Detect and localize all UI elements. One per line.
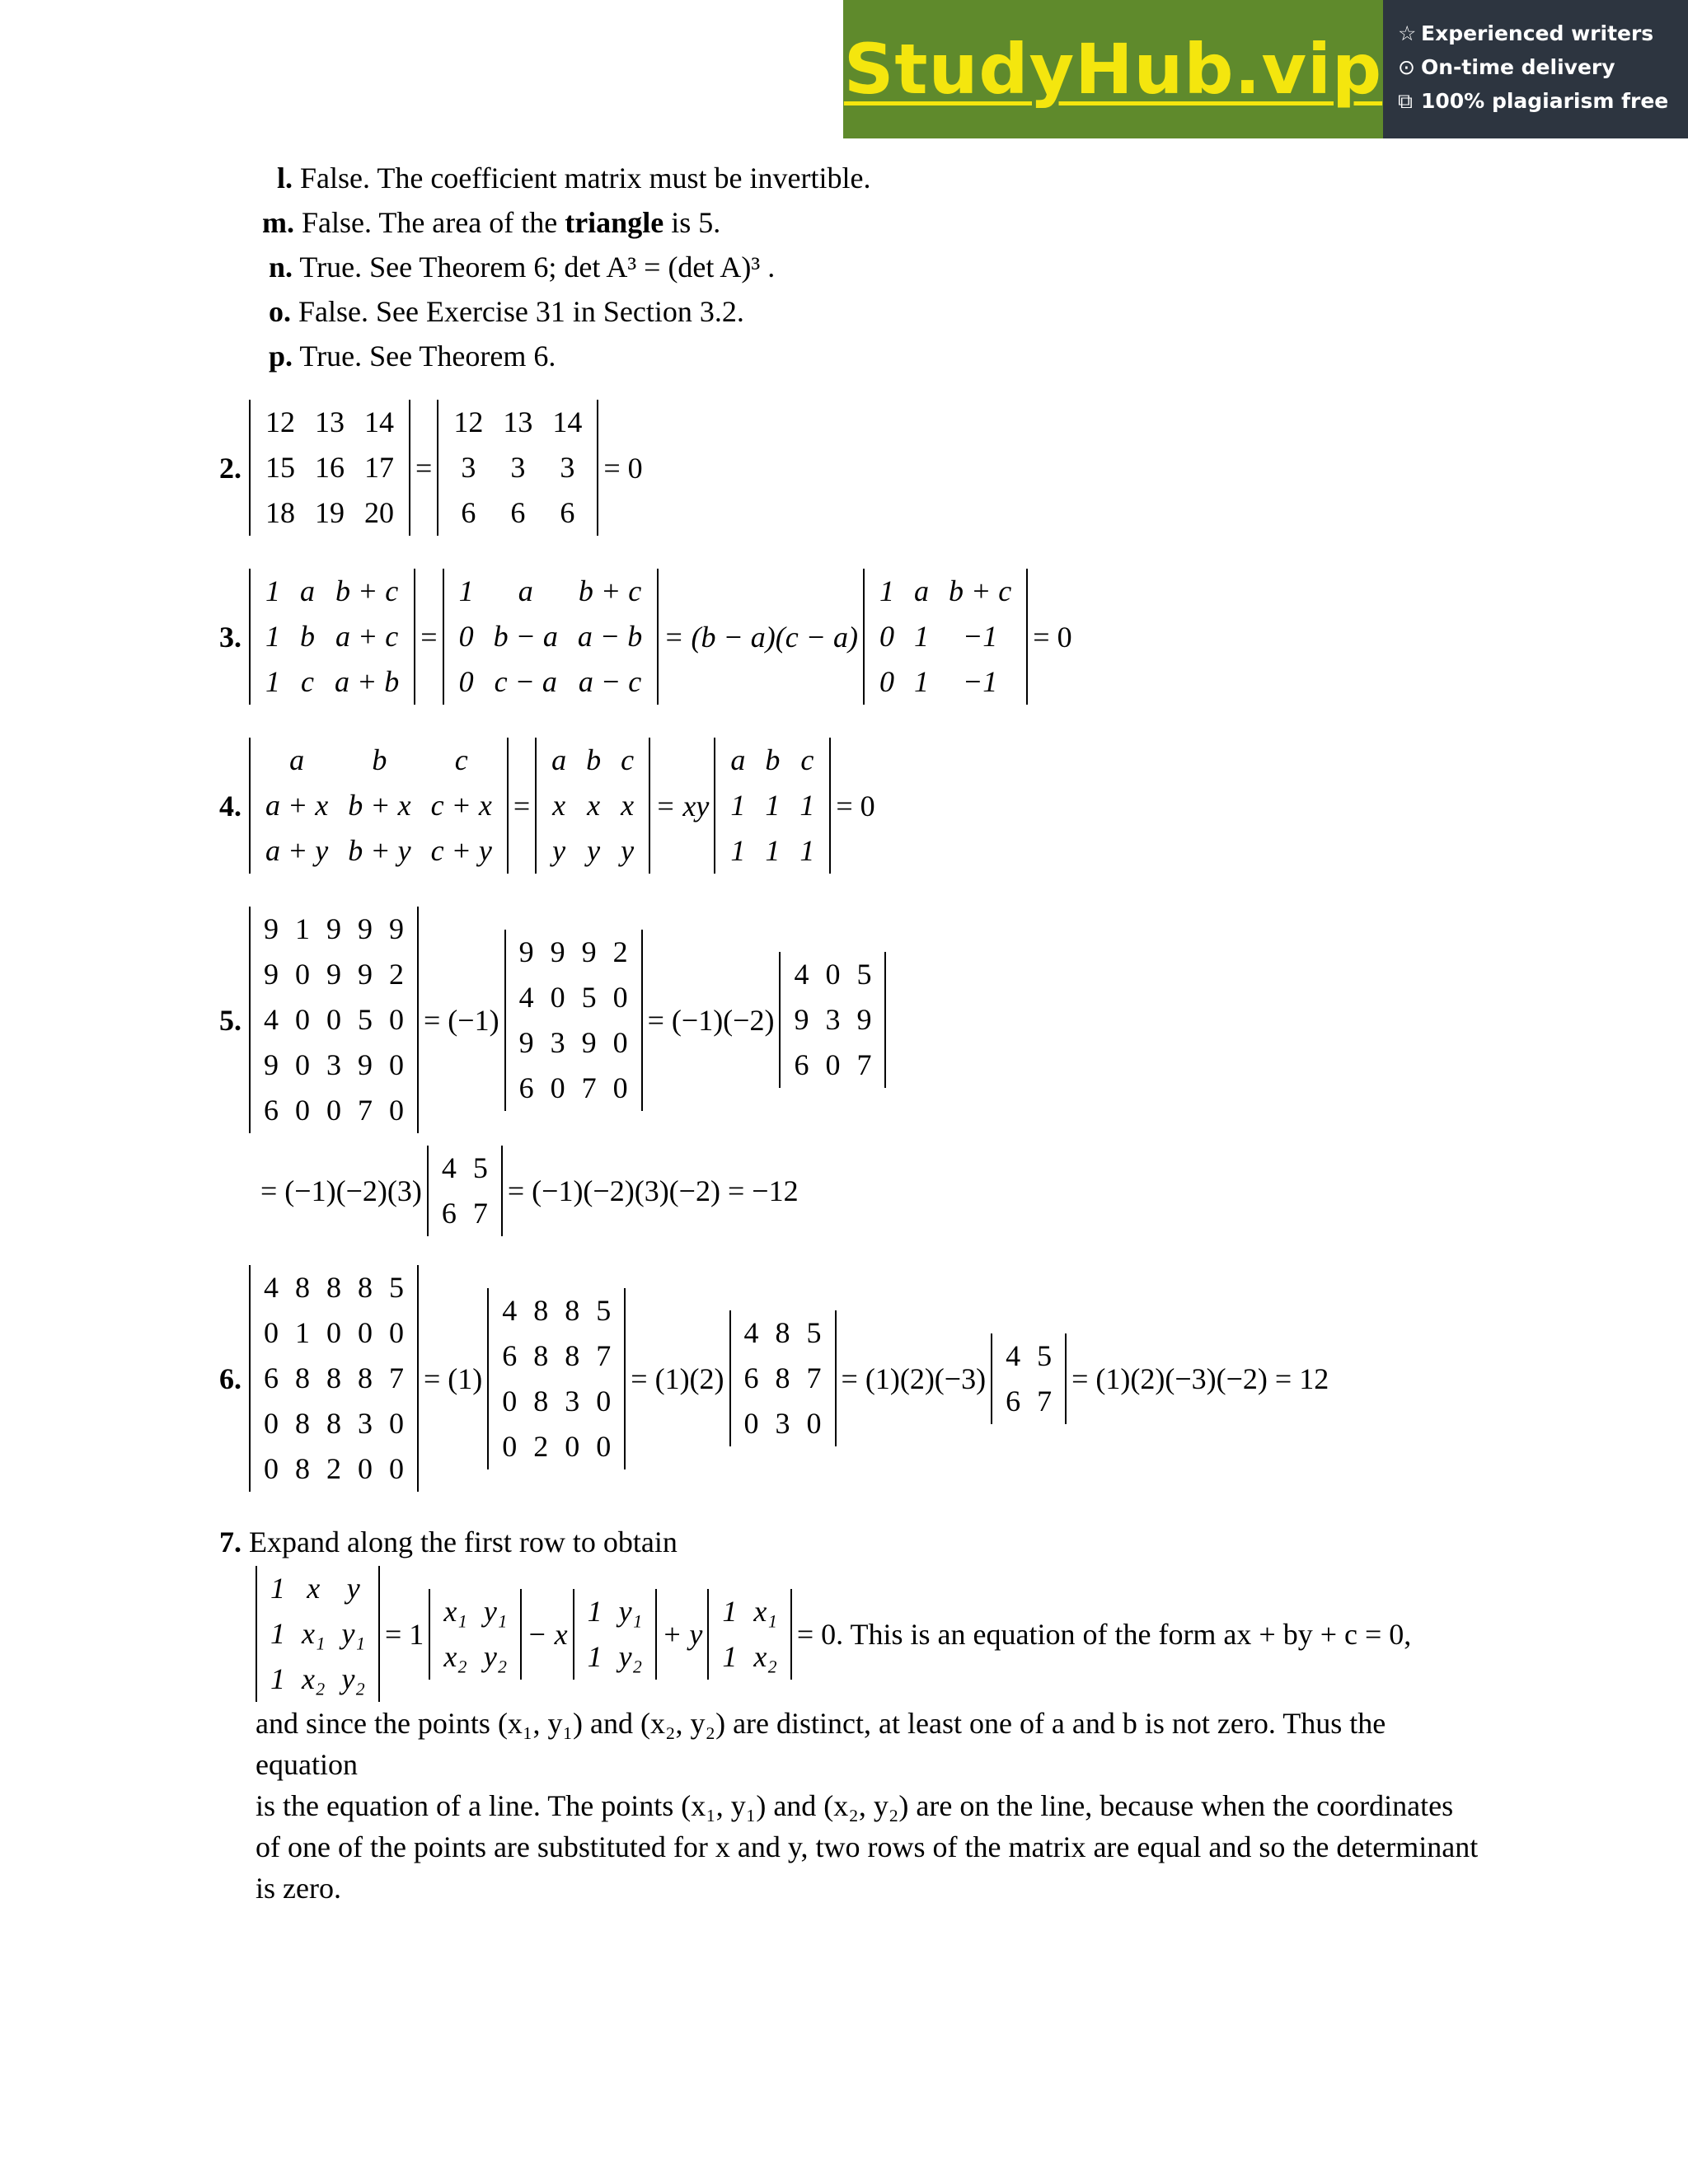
matrix-cell: 6 xyxy=(264,1361,279,1394)
paragraph-line: and since the points (x₁, y₁) and (x₂, y₂) are distinct, at least one of a and b is not zero. Thus the xyxy=(256,1707,1386,1740)
matrix-cell: 14 xyxy=(552,405,583,438)
studyhub-logo[interactable]: StudyHub.vip xyxy=(843,0,1383,138)
matrix-cell: 8 xyxy=(326,1407,341,1440)
matrix-cell: 2 xyxy=(326,1452,341,1485)
matrix-cell: 3 xyxy=(326,1048,341,1081)
matrix-cell: 0 xyxy=(612,980,628,1014)
matrix-cell: 0 xyxy=(295,1048,310,1081)
matrix-cell: 1 xyxy=(914,665,930,698)
matrix xyxy=(707,1589,792,1680)
matrix-cell: 4 xyxy=(518,980,534,1014)
matrix-cell: 6 xyxy=(441,1197,457,1230)
copy-icon: ⧉ xyxy=(1398,89,1413,113)
matrix-cell: x₂ xyxy=(443,1639,467,1673)
matrix xyxy=(249,569,415,705)
matrix-cell: 4 xyxy=(1006,1338,1021,1372)
matrix-cell: c + x xyxy=(430,789,492,822)
matrix-cell: 0 xyxy=(806,1407,822,1440)
matrix-cell: 8 xyxy=(358,1271,373,1304)
paragraph-line: of one of the points are substituted for x and y, two rows of the matrix are equal and so the determinant xyxy=(256,1830,1479,1863)
matrix-cell: 0 xyxy=(264,1407,279,1440)
matrix-cell: 3 xyxy=(775,1407,790,1440)
answer-p: p. True. See Theorem 6. xyxy=(269,340,556,373)
matrix-cell: 5 xyxy=(1037,1338,1053,1372)
matrix-cell: 0 xyxy=(358,1452,373,1485)
matrix-cell: −1 xyxy=(963,620,998,653)
matrix-cell: 1 xyxy=(265,620,280,653)
matrix-cell: 0 xyxy=(550,980,565,1014)
matrix-cell: 0 xyxy=(612,1071,628,1104)
matrix-cell: x xyxy=(621,789,635,822)
matrix-cell: 0 xyxy=(389,1094,404,1127)
matrix-cell: 19 xyxy=(315,496,345,529)
matrix-cell: 8 xyxy=(358,1361,373,1394)
matrix xyxy=(487,1288,626,1469)
matrix-cell: 6 xyxy=(461,496,476,529)
matrix-cell: y xyxy=(346,1572,360,1605)
matrix xyxy=(714,738,831,874)
matrix-cell: 6 xyxy=(560,496,575,529)
matrix-cell: 4 xyxy=(264,1003,279,1036)
matrix-cell: b xyxy=(586,743,602,776)
matrix-cell: 9 xyxy=(264,1048,279,1081)
matrix-cell: 18 xyxy=(265,496,295,529)
matrix-cell: 1 xyxy=(914,620,930,653)
matrix-cell: 1 xyxy=(295,1316,310,1349)
matrix-cell: 8 xyxy=(533,1338,549,1372)
matrix-cell: a xyxy=(300,574,315,607)
matrix-cell: 3 xyxy=(510,451,526,484)
problem-7-intro: 7. Expand along the first row to obtain xyxy=(219,1526,678,1558)
matrix-cell: 12 xyxy=(453,405,484,438)
banner-features xyxy=(1383,0,1688,138)
matrix-cell: 1 xyxy=(458,574,474,607)
problem-2: 2. 12 13 14 15 16 17 18 19 20 = 12 13 14 3 3 3 6 6 6 = 0 xyxy=(219,400,648,536)
matrix-cell: y₁ xyxy=(341,1617,365,1650)
matrix-cell: 7 xyxy=(358,1094,373,1127)
matrix-cell: −1 xyxy=(963,665,998,698)
matrix-cell: 0 xyxy=(326,1003,341,1036)
matrix-cell: 9 xyxy=(856,1003,872,1036)
problem-4: 4. a b c a + x b + x c + x a + y b + y c + y = a b c x x x y y y = xy a b c 1 1 1 1 1 1 = 0 xyxy=(219,738,880,874)
answer-o: o. False. See Exercise 31 in Section 3.2. xyxy=(269,295,744,328)
matrix-cell: x₂ xyxy=(302,1662,326,1695)
matrix-cell: 8 xyxy=(565,1338,580,1372)
matrix xyxy=(256,1566,380,1702)
matrix-cell: a xyxy=(518,574,533,607)
matrix-cell: 1 xyxy=(722,1594,738,1628)
matrix-cell: 0 xyxy=(389,1452,404,1485)
matrix xyxy=(249,738,509,874)
matrix-cell: 9 xyxy=(358,958,373,991)
matrix-cell: 20 xyxy=(364,496,394,529)
matrix-cell: a − b xyxy=(577,620,643,653)
matrix-cell: b xyxy=(372,743,387,776)
matrix-cell: y xyxy=(587,834,601,867)
matrix-cell: 9 xyxy=(358,912,373,945)
matrix-cell: 3 xyxy=(560,451,575,484)
matrix-cell: 1 xyxy=(265,574,280,607)
matrix-cell: 0 xyxy=(502,1429,518,1463)
matrix-cell: 5 xyxy=(389,1271,404,1304)
matrix xyxy=(504,930,643,1111)
matrix-cell: 7 xyxy=(596,1338,612,1372)
matrix-cell: y₂ xyxy=(483,1639,508,1673)
matrix-cell: 0 xyxy=(264,1316,279,1349)
matrix-cell: 1 xyxy=(270,1572,285,1605)
matrix-cell: 0 xyxy=(389,1048,404,1081)
matrix-cell: 0 xyxy=(596,1384,612,1418)
matrix-cell: 3 xyxy=(358,1407,373,1440)
matrix-cell: 4 xyxy=(794,958,809,991)
matrix-cell: a + y xyxy=(265,834,329,867)
feature-delivery: ⊙ On-time delivery xyxy=(1398,55,1615,79)
matrix-cell: 0 xyxy=(389,1407,404,1440)
problem-label: 2. xyxy=(219,451,241,485)
matrix-cell: x xyxy=(587,789,601,822)
matrix-cell: 0 xyxy=(879,665,895,698)
matrix-cell: 1 xyxy=(799,834,815,867)
matrix-cell: 1 xyxy=(587,1594,603,1628)
matrix-cell: 6 xyxy=(518,1071,534,1104)
matrix-cell: c xyxy=(454,743,468,776)
matrix-cell: 0 xyxy=(596,1429,612,1463)
problem-7-equation: 1 x y 1 x₁ y₁ 1 x₂ y₂ = 1 x₁ y₁ x₂ y₂ − x 1 y₁ 1 y₂ + y 1 x₁ 1 x₂ = 0. This is an equation of the form ax + by + c = 0, xyxy=(256,1566,1416,1702)
matrix-cell: 1 xyxy=(765,789,781,822)
clock-icon: ⊙ xyxy=(1398,55,1415,79)
matrix-cell: 12 xyxy=(265,405,295,438)
matrix-cell: 0 xyxy=(550,1071,565,1104)
matrix-cell: 5 xyxy=(581,980,597,1014)
matrix-cell: 8 xyxy=(326,1361,341,1394)
paragraph-line: equation xyxy=(256,1748,358,1781)
matrix-cell: 2 xyxy=(612,935,628,968)
matrix-cell: y₂ xyxy=(341,1662,365,1695)
matrix-cell: 9 xyxy=(358,1048,373,1081)
matrix-cell: b + y xyxy=(348,834,411,867)
matrix-cell: 1 xyxy=(270,1617,285,1650)
matrix-cell: 2 xyxy=(389,958,404,991)
matrix-cell: 7 xyxy=(1037,1384,1053,1418)
matrix-cell: 0 xyxy=(326,1316,341,1349)
matrix-cell: y₁ xyxy=(483,1594,508,1628)
matrix-cell: 7 xyxy=(472,1197,488,1230)
matrix-cell: c xyxy=(301,665,314,698)
matrix-cell: 7 xyxy=(856,1048,872,1081)
matrix-cell: 7 xyxy=(389,1361,404,1394)
matrix-cell: x₂ xyxy=(753,1639,777,1673)
matrix-cell: x xyxy=(552,789,566,822)
studyhub-banner[interactable] xyxy=(843,0,1688,138)
matrix xyxy=(429,1589,522,1680)
matrix-cell: b + x xyxy=(348,789,411,822)
matrix-cell: 0 xyxy=(264,1452,279,1485)
matrix-cell: 17 xyxy=(364,451,394,484)
matrix-cell: 0 xyxy=(389,1003,404,1036)
matrix-cell: x₁ xyxy=(443,1594,467,1628)
matrix-cell: a xyxy=(730,743,746,776)
problem-6: 6. 4 8 8 8 5 0 1 0 0 0 6 8 8 8 7 0 8 8 3 0 0 8 2 0 0 = (1) 4 8 8 5 6 8 8 7 0 8 3 0 0 2 0 0 = (1)(2) 4 8 5 6 8 7 0 3 0 = (1)(2)(−3) 4 5 6 7 = (1)(2)(−3)(−2) = 12 xyxy=(219,1265,1334,1492)
matrix-cell: y₂ xyxy=(618,1639,643,1673)
problem-5-continued: = (−1)(−2)(3) 4 5 6 7 = (−1)(−2)(3)(−2) = −12 xyxy=(256,1146,804,1236)
matrix-cell: 0 xyxy=(825,1048,841,1081)
matrix-cell: 1 xyxy=(765,834,781,867)
matrix-cell: 13 xyxy=(315,405,345,438)
matrix-cell: 9 xyxy=(326,958,341,991)
matrix-cell: 0 xyxy=(565,1429,580,1463)
matrix xyxy=(779,952,886,1088)
matrix-cell: 14 xyxy=(364,405,394,438)
answer-n: n. True. See Theorem 6; det A³ = (det A)³ . xyxy=(269,251,776,284)
matrix-cell: 1 xyxy=(270,1662,285,1695)
matrix-cell: 6 xyxy=(743,1361,759,1394)
matrix-cell: 1 xyxy=(799,789,815,822)
matrix-cell: 9 xyxy=(264,912,279,945)
star-icon: ☆ xyxy=(1398,21,1417,45)
matrix-cell: c + y xyxy=(430,834,492,867)
matrix xyxy=(443,569,659,705)
matrix-cell: 16 xyxy=(315,451,345,484)
matrix xyxy=(249,400,410,536)
matrix-cell: b + c xyxy=(949,574,1012,607)
matrix-cell: 0 xyxy=(295,958,310,991)
matrix-cell: 3 xyxy=(825,1003,841,1036)
matrix-cell: y xyxy=(621,834,635,867)
matrix-cell: 13 xyxy=(503,405,533,438)
matrix-cell: 4 xyxy=(264,1271,279,1304)
matrix-cell: b + c xyxy=(335,574,399,607)
matrix-cell: 3 xyxy=(550,1025,565,1059)
matrix-cell: y₁ xyxy=(618,1594,643,1628)
matrix-cell: 2 xyxy=(533,1429,549,1463)
matrix-cell: 0 xyxy=(743,1407,759,1440)
matrix-cell: 8 xyxy=(775,1316,790,1349)
matrix-cell: 0 xyxy=(295,1094,310,1127)
matrix xyxy=(863,569,1028,705)
matrix-cell: 5 xyxy=(358,1003,373,1036)
matrix xyxy=(437,400,598,536)
matrix-cell: a + x xyxy=(265,789,329,822)
matrix-cell: b − a xyxy=(493,620,558,653)
matrix-cell: a − c xyxy=(578,665,642,698)
matrix-cell: 9 xyxy=(264,958,279,991)
matrix-cell: 1 xyxy=(587,1639,603,1673)
matrix-cell: 0 xyxy=(502,1384,518,1418)
matrix-cell: 3 xyxy=(565,1384,580,1418)
matrix-cell: c xyxy=(621,743,635,776)
matrix-cell: 6 xyxy=(1006,1384,1021,1418)
matrix-cell: 0 xyxy=(326,1094,341,1127)
matrix-cell: 4 xyxy=(502,1293,518,1327)
matrix-cell: b xyxy=(765,743,781,776)
matrix-cell: 6 xyxy=(264,1094,279,1127)
matrix-cell: 1 xyxy=(265,665,280,698)
matrix-cell: 7 xyxy=(581,1071,597,1104)
matrix-cell: 6 xyxy=(794,1048,809,1081)
matrix-cell: 8 xyxy=(775,1361,790,1394)
matrix-cell: 8 xyxy=(295,1407,310,1440)
matrix-cell: 1 xyxy=(295,912,310,945)
matrix-cell: 8 xyxy=(295,1271,310,1304)
matrix-cell: x₁ xyxy=(753,1594,777,1628)
matrix-cell: 3 xyxy=(461,451,476,484)
matrix-cell: 4 xyxy=(441,1151,457,1184)
matrix-cell: c xyxy=(800,743,814,776)
matrix-cell: 9 xyxy=(518,1025,534,1059)
matrix-cell: 5 xyxy=(856,958,872,991)
matrix-cell: 1 xyxy=(879,574,895,607)
matrix-cell: a xyxy=(914,574,930,607)
matrix-cell: 8 xyxy=(533,1293,549,1327)
matrix-cell: 0 xyxy=(295,1003,310,1036)
matrix-cell: a xyxy=(289,743,305,776)
problem-3: 3. 1 a b + c 1 b a + c 1 c a + b = 1 a b + c 0 b − a a − b 0 c − a a − c = (b − a)(c − a) 1 a b + c 0 1 −1 0 1 −1 = 0 xyxy=(219,569,1077,705)
matrix-cell: 9 xyxy=(550,935,565,968)
matrix-cell: c − a xyxy=(494,665,557,698)
matrix xyxy=(249,1265,419,1492)
matrix-cell: 5 xyxy=(472,1151,488,1184)
matrix-cell: 0 xyxy=(389,1316,404,1349)
matrix-cell: 9 xyxy=(581,935,597,968)
matrix-cell: 8 xyxy=(295,1361,310,1394)
answer-m: m. False. The area of the triangle is 5. xyxy=(262,206,721,239)
matrix-cell: 8 xyxy=(565,1293,580,1327)
matrix-cell: a xyxy=(551,743,567,776)
matrix xyxy=(535,738,650,874)
matrix-cell: 9 xyxy=(326,912,341,945)
matrix-cell: 8 xyxy=(295,1452,310,1485)
matrix-cell: 0 xyxy=(612,1025,628,1059)
matrix-cell: b xyxy=(300,620,315,653)
matrix xyxy=(573,1589,658,1680)
matrix-cell: 9 xyxy=(389,912,404,945)
matrix-cell: 15 xyxy=(265,451,295,484)
matrix-cell: 8 xyxy=(326,1271,341,1304)
matrix xyxy=(729,1310,837,1446)
matrix-cell: a + b xyxy=(335,665,400,698)
feature-writers: ☆ Experienced writers xyxy=(1398,21,1654,45)
matrix-cell: 1 xyxy=(730,834,746,867)
paragraph-line: is the equation of a line. The points (x₁, y₁) and (x₂, y₂) are on the line, because when the coordinates xyxy=(256,1789,1454,1822)
matrix-cell: 9 xyxy=(518,935,534,968)
matrix-cell: 0 xyxy=(458,665,474,698)
matrix-cell: b + c xyxy=(578,574,642,607)
matrix xyxy=(427,1146,503,1236)
matrix-cell: 9 xyxy=(581,1025,597,1059)
feature-plagiarism: ⧉ 100% plagiarism free xyxy=(1398,89,1669,113)
matrix-cell: 5 xyxy=(596,1293,612,1327)
matrix-cell: 1 xyxy=(722,1639,738,1673)
matrix-cell: a + c xyxy=(335,620,399,653)
answer-l: l. False. The coefficient matrix must be invertible. xyxy=(277,162,871,194)
matrix-cell: y xyxy=(552,834,566,867)
matrix-cell: 8 xyxy=(533,1384,549,1418)
problem-5: 5. 9 1 9 9 9 9 0 9 9 2 4 0 0 5 0 9 0 3 9 0 6 0 0 7 0 = (−1) 9 9 9 2 4 0 5 0 9 3 9 0 6 0 7 0 = (−1)(−2) 4 0 5 9 3 9 6 0 7 xyxy=(219,907,886,1133)
matrix-cell: 0 xyxy=(458,620,474,653)
matrix-cell: x₁ xyxy=(302,1617,326,1650)
matrix-cell: 6 xyxy=(502,1338,518,1372)
matrix-cell: 6 xyxy=(510,496,526,529)
matrix-cell: 1 xyxy=(730,789,746,822)
matrix xyxy=(249,907,419,1133)
matrix-cell: x xyxy=(307,1572,321,1605)
matrix-cell: 0 xyxy=(358,1316,373,1349)
problem-7-text xyxy=(256,1703,1508,1909)
paragraph-line: is zero. xyxy=(256,1872,341,1905)
matrix xyxy=(991,1333,1067,1424)
matrix-cell: 0 xyxy=(879,620,895,653)
matrix-cell: 4 xyxy=(743,1316,759,1349)
matrix-cell: 7 xyxy=(806,1361,822,1394)
matrix-cell: 5 xyxy=(806,1316,822,1349)
matrix-cell: 0 xyxy=(825,958,841,991)
matrix-cell: 9 xyxy=(794,1003,809,1036)
